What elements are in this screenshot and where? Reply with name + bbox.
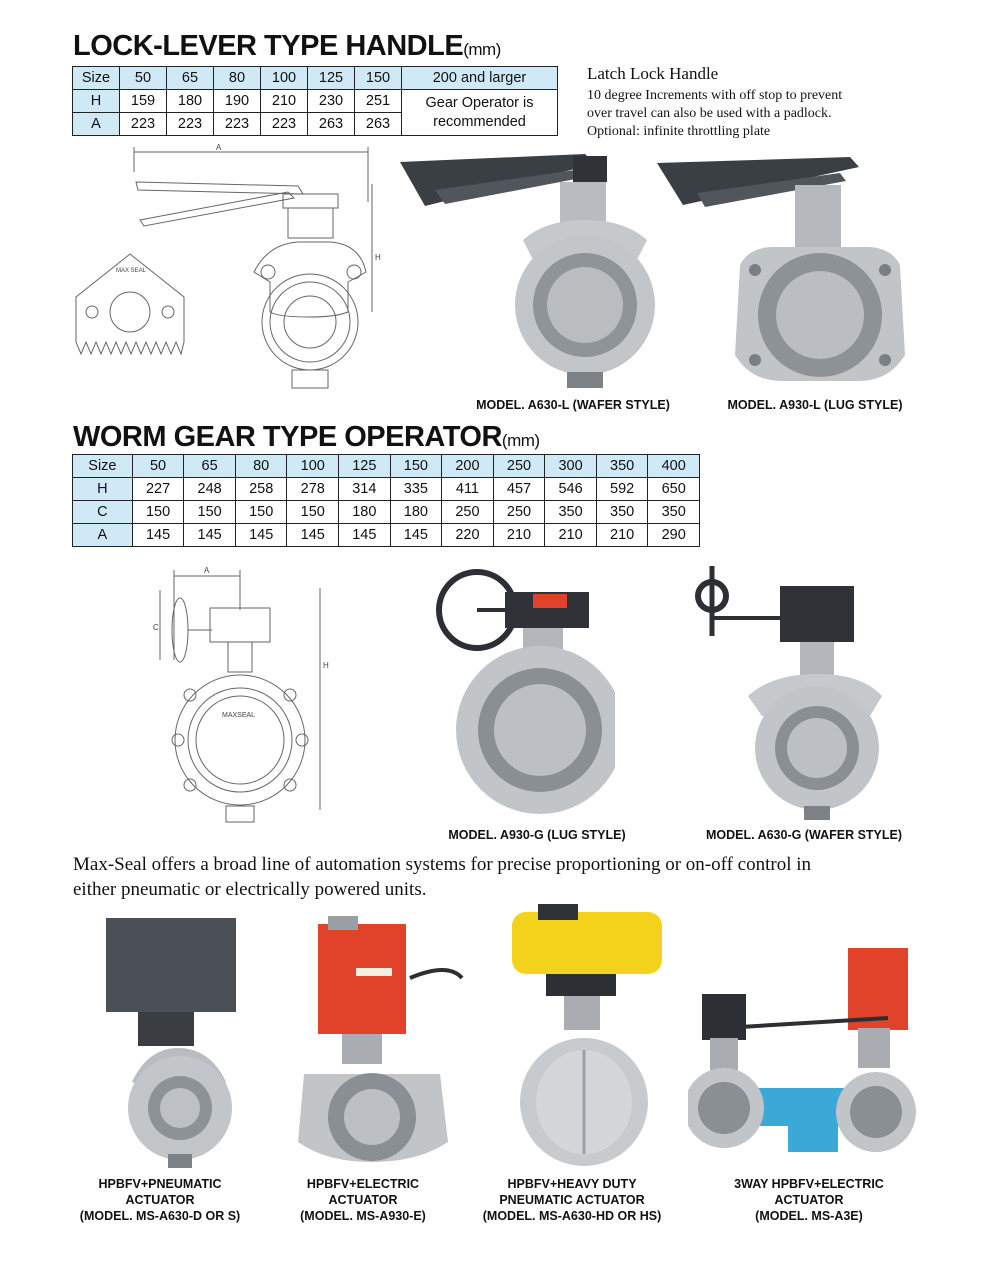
table-cell: 230 [308,90,355,113]
table-row [73,90,558,113]
dimension-a-label: A [204,566,210,575]
row-label: C [73,501,133,524]
header-cell: 100 [261,67,308,90]
header-cell: 65 [184,455,236,478]
dimension-a-label: A [216,143,222,152]
table-header-row [73,455,700,478]
table-cell: 150 [287,501,339,524]
table-cell: 180 [390,501,442,524]
table-cell: 145 [287,524,339,547]
maxseal-body-label: MAXSEAL [222,712,256,719]
table-cell: 145 [132,524,184,547]
caption-line: (MODEL. MS-A630-HD OR HS) [482,1209,662,1223]
table-cell: 210 [493,524,545,547]
table-cell: 145 [339,524,391,547]
latch-description [587,87,842,141]
caption-line: ACTUATOR [328,1193,398,1207]
product-caption-three-way [712,1176,906,1224]
header-cell: 150 [355,67,402,90]
a630-g-wafer-photo [692,556,882,822]
table-cell: 210 [545,524,597,547]
lock-lever-table [72,66,558,136]
a630-l-caption: MODEL. A630-L (WAFER STYLE) [476,398,670,412]
table-cell: 159 [120,90,167,113]
electric-actuator-photo [298,912,470,1170]
table-cell: 457 [493,478,545,501]
dimension-h-label: H [375,253,381,262]
product-caption-heavy-duty [466,1176,678,1224]
lock-lever-unit: (mm) [463,40,501,59]
table-header-row [73,67,558,90]
header-cell: 125 [308,67,355,90]
table-cell: 263 [355,113,402,136]
latch-line: Optional: infinite throttling plate [587,124,771,139]
table-row [73,501,700,524]
table-cell: 145 [235,524,287,547]
table-cell: 263 [308,113,355,136]
pneumatic-actuator-photo [98,912,240,1170]
lock-lever-title: LOCK-LEVER TYPE HANDLE(mm) [73,30,501,62]
caption-line: (MODEL. MS-A630-D OR S) [79,1209,241,1223]
dimension-c-label: C [153,623,159,632]
a930-l-lug-photo [655,155,925,390]
caption-line: HPBFV+PNEUMATIC [98,1177,222,1191]
table-cell: 248 [184,478,236,501]
table-row [73,524,700,547]
latch-title: Latch Lock Handle [587,64,719,83]
intro-line: either pneumatic or electrically powered units. [73,879,427,900]
intro-line: Max-Seal offers a broad line of automation systems for precise proportioning or on-off control in [73,854,812,875]
caption-line: HPBFV+ELECTRIC [306,1177,420,1191]
table-cell: 546 [545,478,597,501]
table-cell: 150 [184,501,236,524]
table-cell: 227 [132,478,184,501]
worm-gear-title: WORM GEAR TYPE OPERATOR(mm) [73,421,540,453]
caption-line: HPBFV+HEAVY DUTY [507,1177,637,1191]
worm-gear-drawing [150,560,350,832]
table-cell: 223 [167,113,214,136]
header-cell: 300 [545,455,597,478]
lock-lever-drawing [68,142,398,394]
table-cell: 314 [339,478,391,501]
table-cell: 150 [235,501,287,524]
table-cell: 411 [442,478,494,501]
table-cell: 251 [355,90,402,113]
header-cell: 80 [235,455,287,478]
table-cell: 145 [184,524,236,547]
table-cell: 150 [132,501,184,524]
latch-line: 10 degree Increments with off stop to prevent [587,88,843,103]
header-cell: 200 and larger [402,67,558,90]
table-cell: 223 [214,113,261,136]
automation-intro [73,852,811,902]
row-label: H [73,90,120,113]
header-cell: 65 [167,67,214,90]
header-cell: 400 [648,455,700,478]
table-cell: 250 [442,501,494,524]
a930-g-caption: MODEL. A930-G (LUG STYLE) [448,828,626,842]
row-label: H [73,478,133,501]
row-label: A [73,113,120,136]
header-cell: 80 [214,67,261,90]
header-cell: 100 [287,455,339,478]
max-seal-plate-label: MAX SEAL [116,268,147,274]
table-cell: 220 [442,524,494,547]
header-cell: 350 [596,455,648,478]
worm-gear-unit: (mm) [501,431,540,450]
table-cell: 290 [648,524,700,547]
product-caption-pneumatic [60,1176,260,1224]
table-cell: 223 [261,113,308,136]
caption-line: 3WAY HPBFV+ELECTRIC [734,1177,884,1191]
table-cell: 350 [545,501,597,524]
table-cell: 223 [120,113,167,136]
a930-g-lug-photo [435,560,615,822]
heavy-duty-actuator-photo [506,902,666,1170]
table-cell: 278 [287,478,339,501]
table-cell: 190 [214,90,261,113]
table-cell: 250 [493,501,545,524]
table-cell: 592 [596,478,648,501]
header-cell: Size [73,455,133,478]
table-cell: 350 [648,501,700,524]
header-cell: 50 [132,455,184,478]
table-cell: 180 [339,501,391,524]
header-cell: Size [73,67,120,90]
table-cell: 180 [167,90,214,113]
table-cell: 335 [390,478,442,501]
table-cell: 210 [261,90,308,113]
caption-line: ACTUATOR [125,1193,195,1207]
caption-line: ACTUATOR [774,1193,844,1207]
header-cell: 200 [442,455,494,478]
header-cell: 250 [493,455,545,478]
table-cell: 350 [596,501,648,524]
product-caption-electric [273,1176,453,1224]
dimension-h-label: H [323,661,329,670]
table-cell: 650 [648,478,700,501]
header-cell: 50 [120,67,167,90]
caption-line: PNEUMATIC ACTUATOR [499,1193,645,1207]
a930-l-caption: MODEL. A930-L (LUG STYLE) [727,398,903,412]
caption-line: (MODEL. MS-A3E) [755,1209,863,1223]
header-cell: 125 [339,455,391,478]
latch-line: over travel can also be used with a padlock. [587,106,832,121]
a630-l-wafer-photo [395,150,665,390]
table-row [73,478,700,501]
caption-line: (MODEL. MS-A930-E) [300,1209,426,1223]
row-label: A [73,524,133,547]
header-cell: 150 [390,455,442,478]
a630-g-caption: MODEL. A630-G (WAFER STYLE) [705,828,903,842]
three-way-actuator-photo [688,938,938,1170]
gear-operator-note: Gear Operator is recommended [402,90,558,136]
worm-gear-table [72,454,700,547]
table-cell: 258 [235,478,287,501]
table-cell: 210 [596,524,648,547]
table-cell: 145 [390,524,442,547]
